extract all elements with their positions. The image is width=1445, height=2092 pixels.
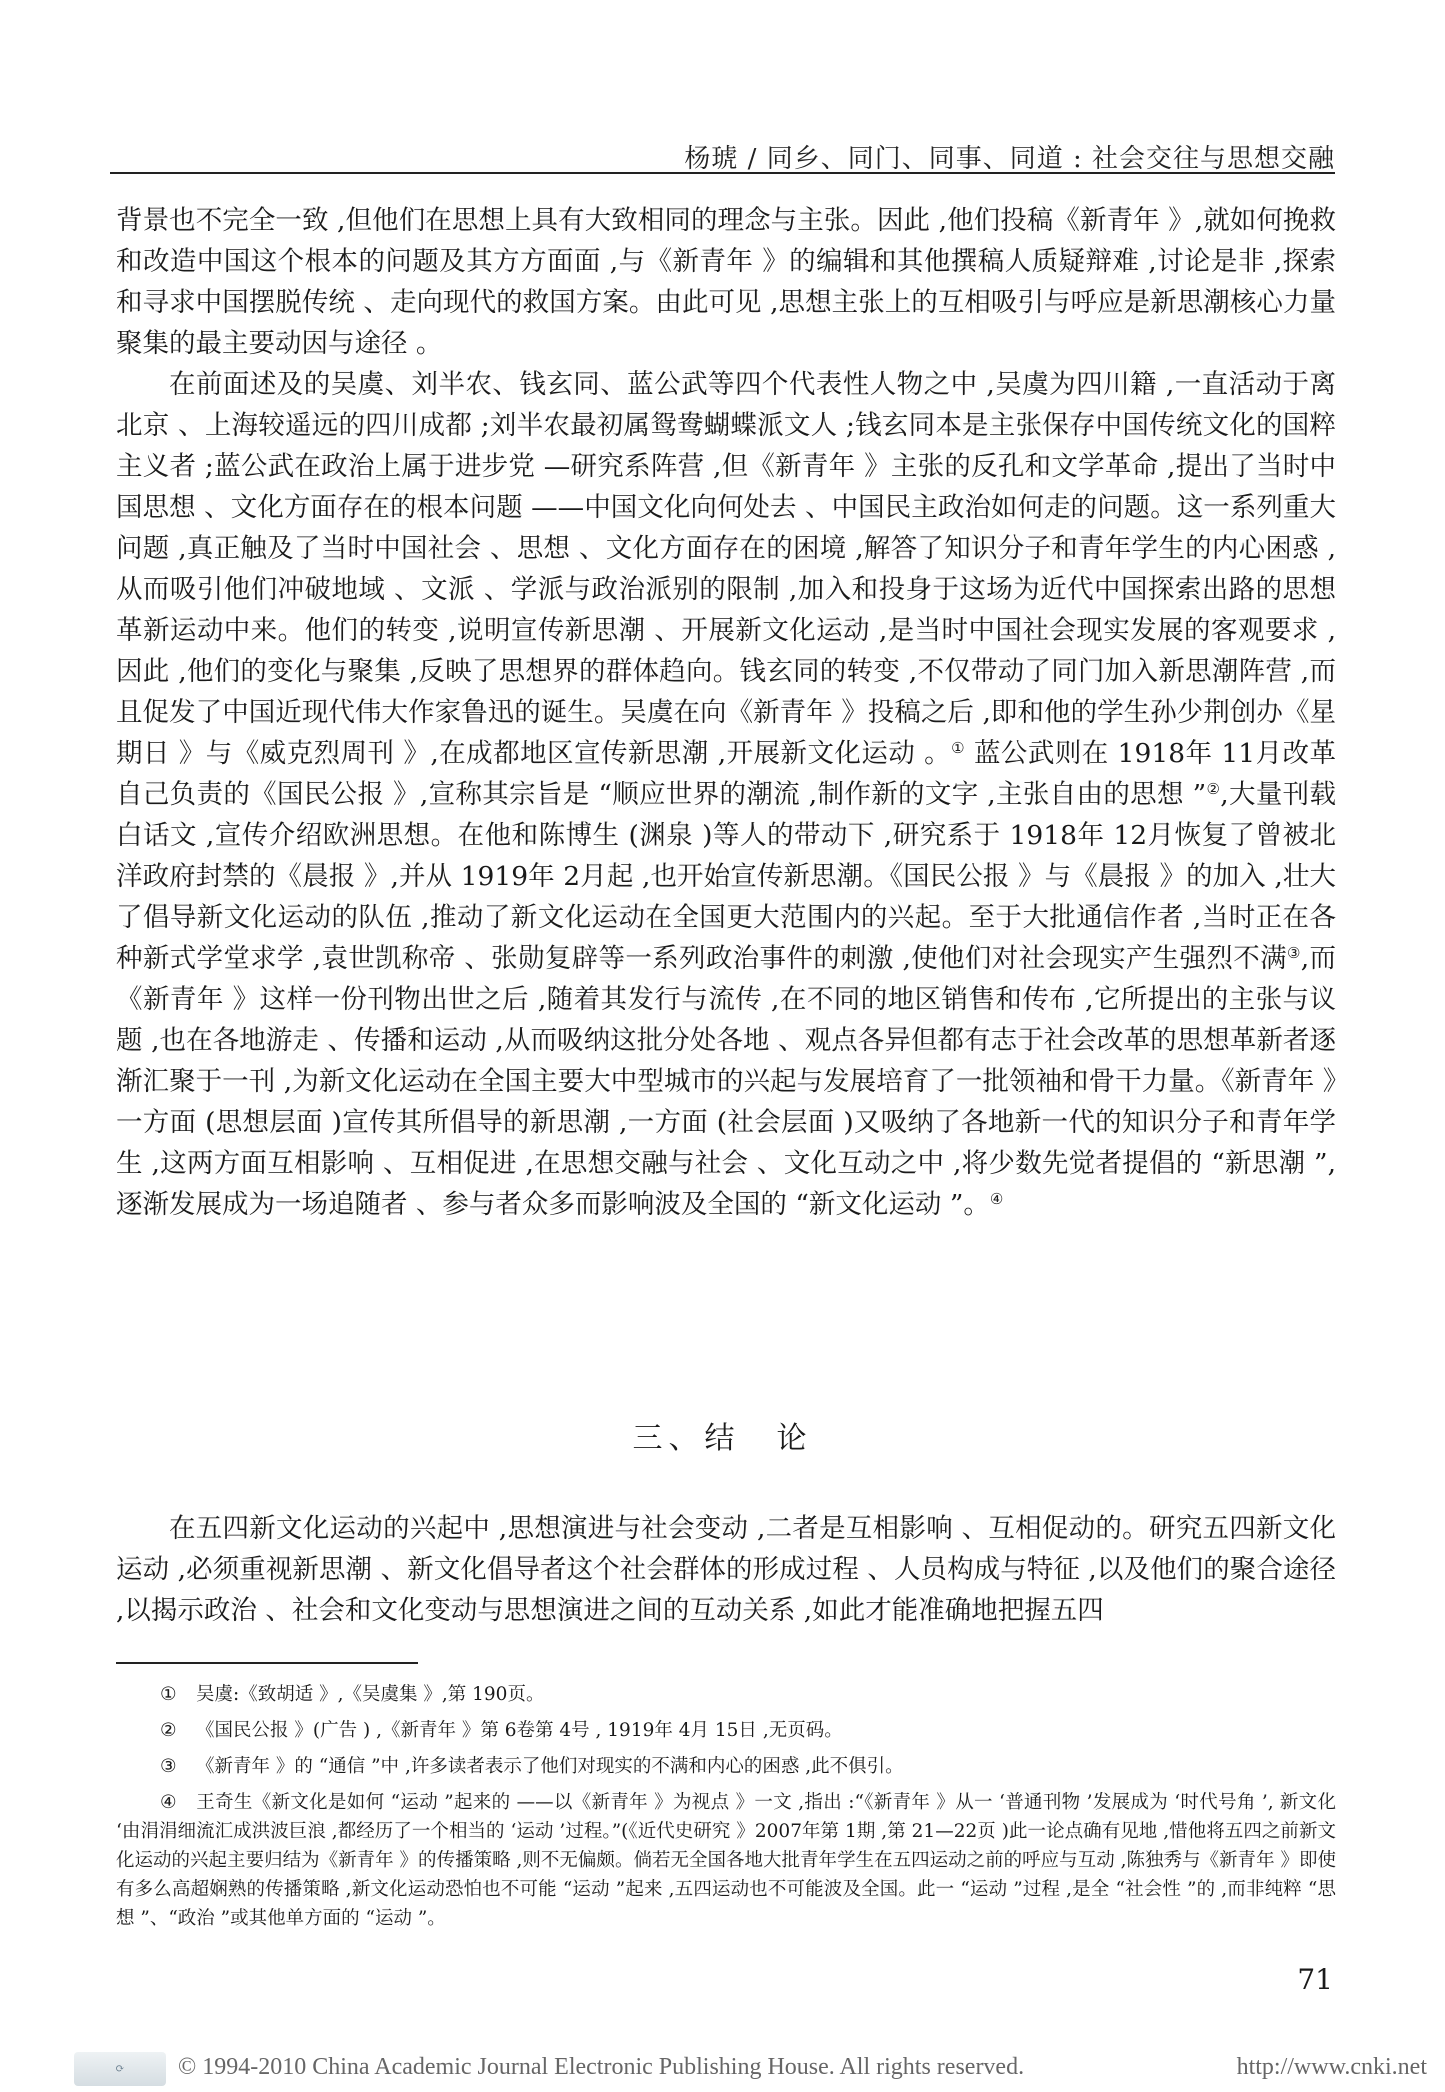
- footnote-text: 王奇生《新文化是如何 “运动 ”起来的 ——以《新青年 》为视点 》一文 ,指出 :“《新青年 》从一 ‘普通刊物 ’发展成为 ‘时代号角 ’, 新文化 ‘由涓涓细流汇成洪波巨浪 ,都经历了一个相当的 ‘运动 ’过程。”(《近代史研究 》2007年第 1期 ,第 21—22页 )此一论点确有见地 ,惜他将五四之前新文化运动的兴起主要归结为《新青年 》的传播策略 ,则不无偏颇。倘若无全国各地大批青年学生在五四运动之前的呼应与互动 ,陈独秀与《新青年 》即使有多么高超娴熟的传播策略 ,新文化运动恐怕也不可能 “运动 ”起来 ,五四运动也不可能波及全国。此一 “运动 ”过程 ,是全 “社会性 ”的 ,而非纯粹 “思想 ”、“政治 ”或其他单方面的 “运动 ”。: [116, 1792, 1336, 1929]
- footnote-4: [116, 1788, 1336, 1933]
- footnote-mark: ①: [160, 1684, 177, 1705]
- footnote-mark: ③: [160, 1756, 177, 1777]
- footer: [0, 2052, 1445, 2088]
- footnote-mark: ④: [160, 1792, 177, 1813]
- footnote-mark: ②: [160, 1720, 177, 1741]
- cnki-logo-icon: ⟳: [74, 2052, 166, 2086]
- section-heading: 三、结 论: [632, 1421, 813, 1456]
- paragraph-2-text-d: ,而《新青年 》这样一份刊物出世之后 ,随着其发行与流传 ,在不同的地区销售和传布 ,它所提出的主张与议题 ,也在各地游走 、传播和运动 ,从而吸纳这批分处各地 、观点各异但都有志于社会改革的思想革新者逐渐汇聚于一刊 ,为新文化运动在全国主要大中型城市的兴起与发展培育了一批领袖和骨干力量。《新青年 》一方面 (思想层面 )宣传其所倡导的新思潮 ,一方面 (社会层面 )又吸纳了各地新一代的知识分子和青年学生 ,这两方面互相影响 、互相促进 ,在思想交融与社会 、文化互动之中 ,将少数先觉者提倡的 “新思潮 ”,逐渐发展成为一场追随者 、参与者众多而影响波及全国的 “新文化运动 ”。: [116, 943, 1336, 1220]
- page-number: 71: [1297, 1963, 1333, 1996]
- footnote-3: [116, 1752, 1336, 1781]
- footnote-rule: [116, 1662, 418, 1664]
- footer-url[interactable]: http://www.cnki.net: [1236, 2054, 1427, 2080]
- footnote-ref-4[interactable]: ④: [989, 1190, 1004, 1208]
- footnote-ref-3[interactable]: ③: [1286, 944, 1301, 962]
- footnote-ref-1[interactable]: ①: [951, 739, 966, 757]
- footnote-2: [116, 1716, 1336, 1745]
- paragraph-2-text-b: 蓝公武则在 1918年 11月改革自己负责的《国民公报 》,宣称其宗旨是 “顺应世界的潮流 ,制作新的文字 ,主张自由的思想 ”: [116, 738, 1336, 810]
- footnote-text: 《国民公报 》(广告 ) ,《新青年 》第 6卷第 4号 , 1919年 4月 15日 ,无页码。: [196, 1720, 843, 1741]
- footnote-text: 吴虞:《致胡适 》,《吴虞集 》,第 190页。: [196, 1684, 545, 1705]
- paragraph-2-text-c: ,大量刊载白话文 ,宣传介绍欧洲思想。在他和陈博生 (渊泉 )等人的带动下 ,研究系于 1918年 12月恢复了曾被北洋政府封禁的《晨报 》,并从 1919年 2月起 ,也开始宣传新思潮。《国民公报 》与《晨报 》的加入 ,壮大了倡导新文化运动的队伍 ,推动了新文化运动在全国更大范围内的兴起。至于大批通信作者 ,当时正在各种新式学堂求学 ,袁世凯称帝 、张勋复辟等一系列政治事件的刺激 ,使他们对社会现实产生强烈不满: [116, 779, 1336, 974]
- header-rule: [110, 172, 1335, 174]
- footnotes: [116, 1680, 1336, 1940]
- paragraph-2: [116, 364, 1336, 1225]
- footnote-text: 《新青年 》的 “通信 ”中 ,许多读者表示了他们对现实的不满和内心的困惑 ,此不俱引。: [196, 1756, 904, 1777]
- body-text: [116, 200, 1336, 1225]
- footer-copyright: © 1994-2010 China Academic Journal Electronic Publishing House. All rights reserved.: [178, 2054, 1025, 2080]
- paragraph-2-text: 在前面述及的吴虞、刘半农、钱玄同、蓝公武等四个代表性人物之中 ,吴虞为四川籍 ,一直活动于离北京 、上海较遥远的四川成都 ;刘半农最初属鸳鸯蝴蝶派文人 ;钱玄同本是主张保存中国传统文化的国粹主义者 ;蓝公武在政治上属于进步党 —研究系阵营 ,但《新青年 》主张的反孔和文学革命 ,提出了当时中国思想 、文化方面存在的根本问题 ——中国文化向何处去 、中国民主政治如何走的问题。这一系列重大问题 ,真正触及了当时中国社会 、思想 、文化方面存在的困境 ,解答了知识分子和青年学生的内心困惑 ,从而吸引他们冲破地域 、文派 、学派与政治派别的限制 ,加入和投身于这场为近代中国探索出路的思想革新运动中来。他们的转变 ,说明宣传新思潮 、开展新文化运动 ,是当时中国社会现实发展的客观要求 ,因此 ,他们的变化与聚集 ,反映了思想界的群体趋向。钱玄同的转变 ,不仅带动了同门加入新思潮阵营 ,而且促发了中国近现代伟大作家鲁迅的诞生。吴虞在向《新青年 》投稿之后 ,即和他的学生孙少荆创办《星期日 》与《威克烈周刊 》,在成都地区宣传新思潮 ,开展新文化运动 。: [116, 369, 1336, 769]
- conclusion-paragraph: 在五四新文化运动的兴起中 ,思想演进与社会变动 ,二者是互相影响 、互相促动的。研究五四新文化运动 ,必须重视新思潮 、新文化倡导者这个社会群体的形成过程 、人员构成与特征 ,以及他们的聚合途径 ,以揭示政治 、社会和文化变动与思想演进之间的互动关系 ,如此才能准确地把握五四: [116, 1513, 1336, 1626]
- conclusion-text: [116, 1508, 1336, 1631]
- footnote-1: [116, 1680, 1336, 1709]
- running-header: 杨琥 / 同乡、同门、同事、同道 : 社会交往与思想交融: [684, 144, 1335, 174]
- paragraph-1: 背景也不完全一致 ,但他们在思想上具有大致相同的理念与主张。因此 ,他们投稿《新青年 》,就如何挽救和改造中国这个根本的问题及其方方面面 ,与《新青年 》的编辑和其他撰稿人质疑辩难 ,讨论是非 ,探索和寻求中国摆脱传统 、走向现代的救国方案。由此可见 ,思想主张上的互相吸引与呼应是新思潮核心力量聚集的最主要动因与途径 。: [116, 205, 1336, 359]
- footnote-ref-2[interactable]: ②: [1206, 780, 1221, 798]
